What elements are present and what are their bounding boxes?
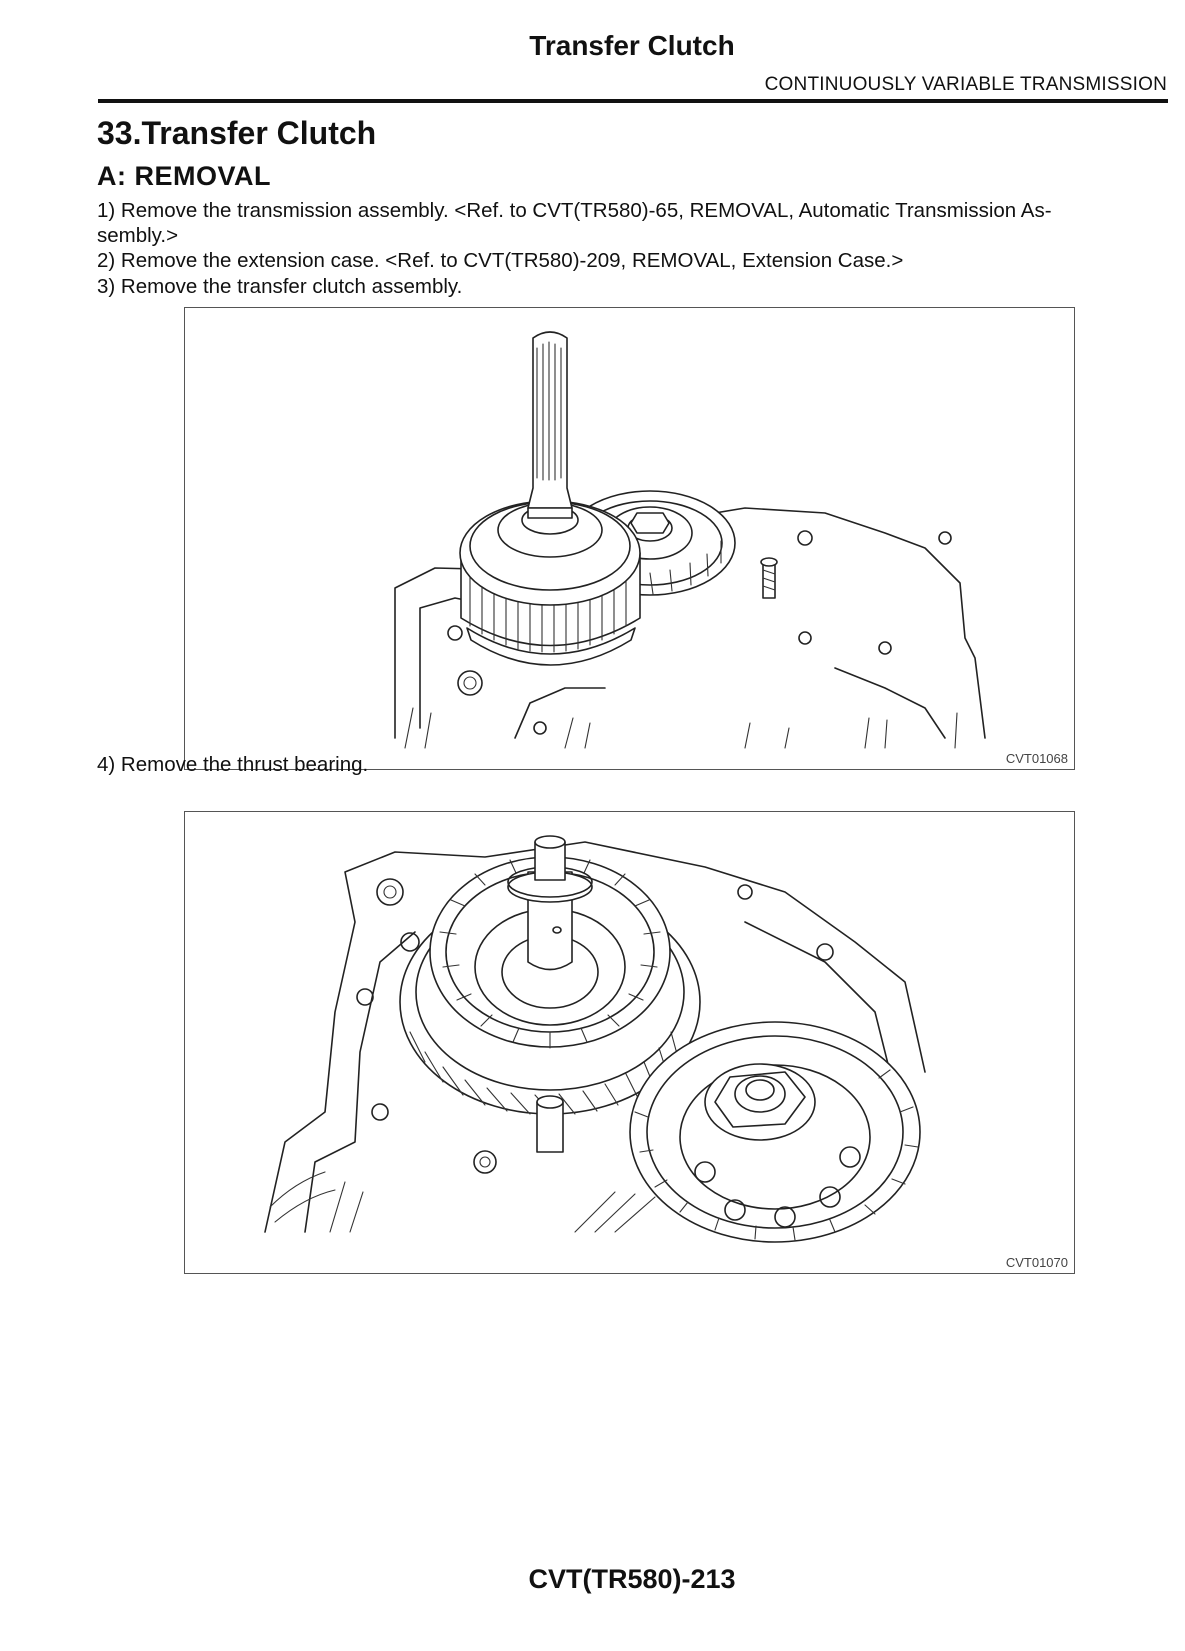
header-rule [98,99,1168,103]
step-2: 2) Remove the extension case. <Ref. to CVT(TR580)-209, REMOVAL, Extension Case.> [97,249,904,272]
figure-transfer-clutch-assembly [184,307,1075,770]
step-1-line-1: 1) Remove the transmission assembly. <Ref. to CVT(TR580)-65, REMOVAL, Automatic Transmission As- [97,199,1052,222]
section-name: CONTINUOUSLY VARIABLE TRANSMISSION [764,74,1167,95]
section-heading: 33.Transfer Clutch [97,115,377,151]
figure-code: CVT01070 [1005,1255,1068,1270]
transfer-clutch-illustration [185,308,1074,769]
figure-thrust-bearing [184,811,1075,1274]
figure-code: CVT01068 [1005,751,1068,766]
step-1-line-2: sembly.> [97,224,179,247]
sub-heading: A: REMOVAL [97,161,271,191]
step-3: 3) Remove the transfer clutch assembly. [97,275,463,298]
page-title: Transfer Clutch [529,30,735,61]
page-number: CVT(TR580)-213 [528,1564,736,1594]
step-4: 4) Remove the thrust bearing. [97,753,369,776]
thrust-bearing-illustration [185,812,1074,1273]
